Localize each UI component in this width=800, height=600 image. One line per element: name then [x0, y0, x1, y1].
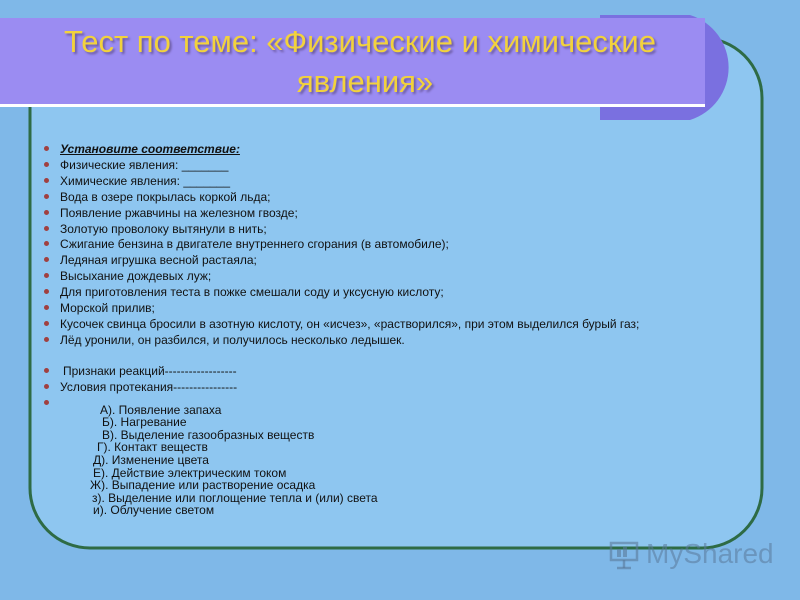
- title-line-2: явления»: [296, 64, 434, 99]
- option-item: Б). Нагревание: [102, 415, 187, 430]
- list-item: Для приготовления теста в пожке смешали соду и уксусную кислоту;: [44, 285, 724, 301]
- watermark-text: MyShared: [646, 538, 774, 569]
- bullet-icon: [44, 194, 49, 199]
- bullet-icon: [44, 257, 49, 262]
- bullet-icon: [44, 368, 49, 373]
- option-item: А). Появление запаха: [100, 402, 222, 417]
- list-item: Появление ржавчины на железном гвозде;: [44, 206, 724, 222]
- option-item: з). Выделение или поглощение тепла и (или) света: [92, 490, 378, 505]
- empty-list-item: [44, 396, 724, 404]
- title-line-1: Тест по теме: «Физические и химические: [64, 24, 656, 59]
- option-item: Д). Изменение цвета: [93, 452, 209, 467]
- list-item: Высыхание дождевых луж;: [44, 269, 724, 285]
- list-item: Химические явления: _______: [44, 174, 724, 190]
- option-item: В). Выделение газообразных веществ: [102, 427, 315, 442]
- bullet-icon: [44, 321, 49, 326]
- bullet-icon: [44, 337, 49, 342]
- list-item: Ледяная игрушка весной растаяла;: [44, 253, 724, 269]
- list-item: Физические явления: _______: [44, 158, 724, 174]
- bullet-icon: [44, 178, 49, 183]
- bullet-icon: [44, 210, 49, 215]
- option-item: и). Облучение светом: [93, 503, 215, 518]
- list-item: Вода в озере покрылась коркой льда;: [44, 190, 724, 206]
- option-item: Е). Действие электрическим током: [93, 465, 287, 480]
- bullet-icon: [44, 146, 49, 151]
- slide-title: [10, 22, 710, 102]
- list-item: Морской прилив;: [44, 301, 724, 317]
- list-item: Золотую проволоку вытянули в нить;: [44, 222, 724, 238]
- bullet-icon: [44, 384, 49, 389]
- option-item: Г). Контакт веществ: [97, 440, 208, 455]
- bullet-icon: [44, 273, 49, 278]
- watermark-logo: [608, 538, 778, 572]
- title-underline: [0, 104, 705, 107]
- bullet-icon: [44, 241, 49, 246]
- slide-content: [44, 142, 724, 517]
- option-item: Ж). Выпадение или растворение осадка: [90, 478, 316, 493]
- presentation-board-icon: [608, 540, 640, 570]
- list-item: Сжигание бензина в двигателе внутреннего сгорания (в автомобиле);: [44, 237, 724, 253]
- bullet-icon: [44, 400, 49, 405]
- bullet-icon: [44, 289, 49, 294]
- list-item: Кусочек свинца бросили в азотную кислоту, он «исчез», «растворился», при этом выделился бурый газ;: [44, 317, 724, 333]
- list-item: Лёд уронили, он разбился, и получилось несколько ледышек.: [44, 333, 724, 349]
- list-item: Установите соответствие:: [44, 142, 724, 158]
- bullet-icon: [44, 226, 49, 231]
- list-item: Условия протекания----------------: [44, 380, 724, 396]
- list-item: Признаки реакций------------------: [44, 364, 724, 380]
- bullet-icon: [44, 305, 49, 310]
- bullet-icon: [44, 162, 49, 167]
